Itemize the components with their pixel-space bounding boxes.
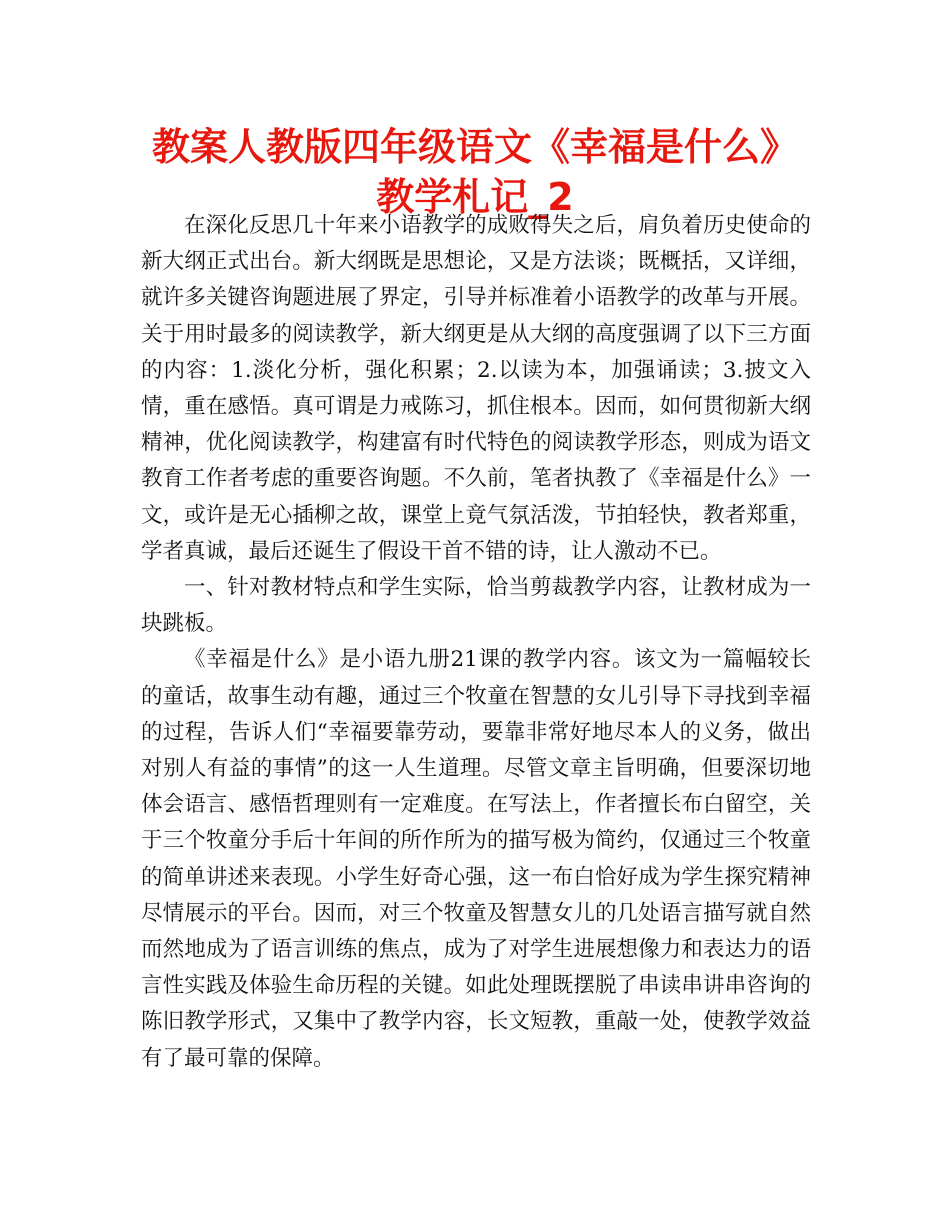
document-title: 教案人教版四年级语文《幸福是什么》教学札记_2 xyxy=(151,125,798,219)
document-body xyxy=(141,208,811,1077)
paragraph-analysis: 《幸福是什么》是小语九册21课的教学内容。该文为一篇幅较长的童话，故事生动有趣，通过三个牧童在智慧的女儿引导下寻找到幸福的过程，告诉人们“幸福要靠劳动，要靠非常好地尽本人的义务，做出对别人有益的事情”的这一人生道理。尽管文章主旨明确，但要深切地体会语言、感悟哲理则有一定难度。在写法上，作者擅长布白留空，关于三个牧童分手后十年间的所作所为的描写极为简约，仅通过三个牧童的简单讲述来表现。小学生好奇心强，这一布白恰好成为学生探究精神尽情展示的平台。因而，对三个牧童及智慧女儿的几处语言描写就自然而然地成为了语言训练的焦点，成为了对学生进展想像力和表达力的语言性实践及体验生命历程的关键。如此处理既摆脱了串读串讲串咨询的陈旧教学形式，又集中了教学内容，长文短教，重敲一处，使教学效益有了最可靠的保障。 xyxy=(141,647,811,1071)
paragraph-section-heading: 一、针对教材特点和学生实际，恰当剪裁教学内容，让教材成为一块跳板。 xyxy=(141,575,811,637)
paragraph-intro: 在深化反思几十年来小语教学的成败得失之后，肩负着历史使命的新大纲正式出台。新大纲既是思想论，又是方法谈；既概括，又详细，就许多关键咨询题进展了界定，引导并标准着小语教学的改革与开展。关于用时最多的阅读教学，新大纲更是从大纲的高度强调了以下三方面的内容：1.淡化分析，强化积累；2.以读为本，加强诵读；3.披文入情，重在感悟。真可谓是力戒陈习，抓住根本。因而，如何贯彻新大纲精神，优化阅读教学，构建富有时代特色的阅读教学形态，则成为语文教育工作者考虑的重要咨询题。不久前，笔者执教了《幸福是什么》一文，或许是无心插柳之故，课堂上竟气氛活泼，节拍轻快，教者郑重，学者真诚，最后还诞生了假设干首不错的诗，让人激动不已。 xyxy=(141,213,811,564)
